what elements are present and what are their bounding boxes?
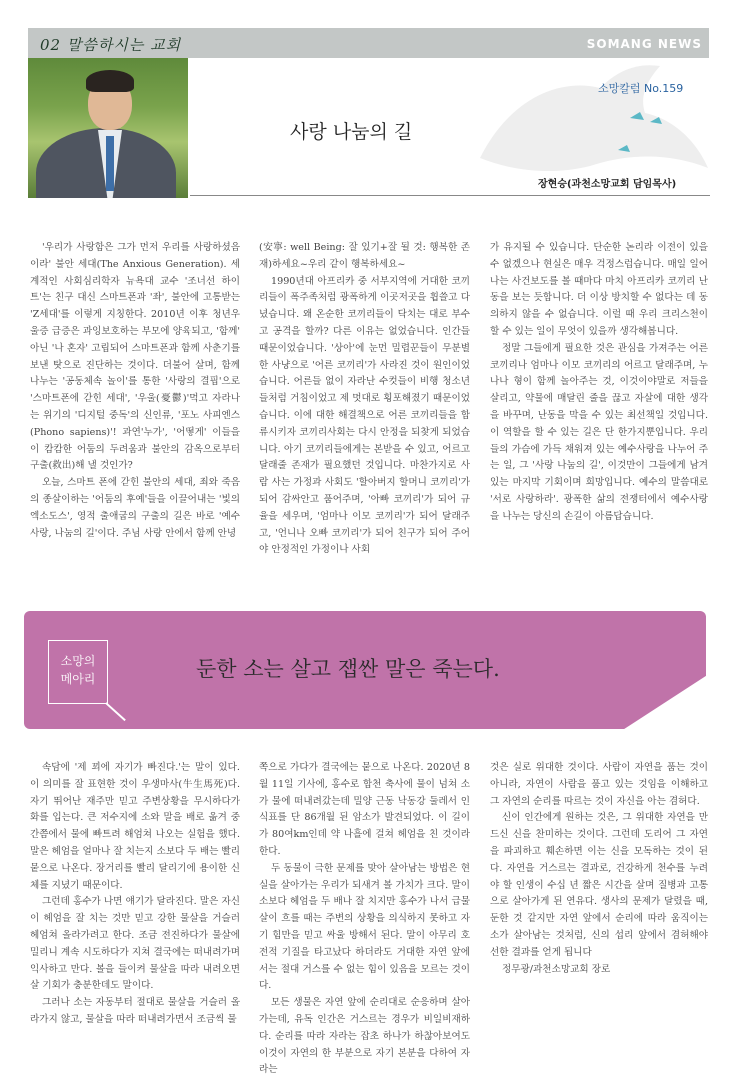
paragraph: 그러나 소는 자동부터 절대로 물살을 거슬러 올라가지 않고, 물살을 따라 떠내려가면서 조금씩 물	[30, 997, 240, 1025]
divider	[190, 195, 710, 196]
paragraph: 모든 생물은 자연 앞에 순리대로 순응하며 살아가는데, 유독 인간은 거스르는 경우가 비일비재하다. 순리를 따라 자라는 잡초 하나가 하찮아보여도 이것이 자연의 한 부분으로 자기 본분을 다하여 자라는	[259, 997, 470, 1076]
brand-logo: SOMANG NEWS	[586, 37, 702, 51]
banner-title: 둔한 소는 살고 잽싼 말은 죽는다.	[196, 657, 500, 681]
paragraph: 두 동물이 극한 문제를 맞아 살아남는 방법은 현실을 살아가는 우리가 되새겨 볼 가치가 크다. 말이 소보다 헤엄을 두 배나 잘 치지만 홍수가 나서 급물살이 흐를 때는 주변의 상황을 의식하지 못하고 자기 힘만을 믿고 싸울 방해서 된다. 말이 아무리 호전적 기질을 타고났다 하더라도 거대한 자연 앞에서는 절대 거스를 수 없는 힘이 있음을 모르는 것이다.	[259, 862, 470, 992]
paragraph: '우리가 사랑함은 그가 먼저 우리를 사랑하셨음이라' 불안 세대(The Anxious Generation). 세계적인 사회심리학자 뉴욕대 교수 '조너선 하이트'는 친구 대신 스마트폰과 '좌', 불안에 고통받는 'Z세대'를 이렇게 지칭한다. 2010년 이후 청년우울증 급증은 과잉보호하는 부모에 양육되고, '함께' 아닌 '나 혼자' 고립되어 스마트폰과 함께 사춘기를 보낸 탓으로 진단하는 것이다. 더불어 살며, 함께 나누는 '공동체속 놀이'를 통한 '사랑의 결핍'으로 '스마트폰에 갇힌 세대', '우울(憂鬱)'먹고 자라나는 위기의 '디지털 중독'의 신인류, '포노 사피엔스(Phono sapiens)'! 과연'누가', '어떻게' 이들을 이 캄캄한 어둠의 두려움과 불안의 감옥으로부터 구출(救出)해 낼 것인가?	[30, 242, 240, 472]
paragraph: 신이 인간에게 원하는 것은, 그 위대한 자연을 만드신 신을 찬미하는 것이다. 그런데 도리어 그 자연을 파괴하고 훼손하면 이는 신을 모독하는 것이 된다. 자연을 거스르는 결과로, 건강하게 천수를 누려야 할 인생이 수십 년 짧은 시간을 살며 질병과 고통으로 살아가게 된 연유다. 생사의 문제가 달렸을 때, 둔한 것 같지만 자연 앞에서 순리에 따라 움직이는 소가 살아남는 것처럼, 신의 섭리 앞에서 겸허해야 선한 결과를 얻게 됩니다	[490, 812, 708, 958]
paragraph: 정말 그들에게 필요한 것은 관심을 가져주는 어른 코끼리나 엄마나 이모 코끼리의 어르고 달래주며, 누나나 형이 함께 놀아주는 것, 이것이야말로 저들을 살리고, 약물에 매달린 줄을 끊고 자살에 대한 생각을 바꾸며, 난동을 막을 수 있는 최선책일 것입니다. 이 역할을 할 수 있는 길은 단 한가지뿐입니다. 우리들의 가슴에 가득 채워져 있는 예수사랑을 나누어 주는 일, 그 '사랑 나눔의 길', 이것만이 그들에게 남겨있는 마지막 기회이며 희망입니다. 예수의 말씀대로 '서로 사랑하라'. 광폭한 삶의 전쟁터에서 예수사랑을 나누는 당신의 손길이 아름답습니다.	[490, 342, 708, 522]
paragraph: 가 유지될 수 있습니다. 단순한 논리라 이전이 있을 수 없겠으나 현실은 매우 걱정스럽습니다. 매일 일어나는 사건보도를 볼 때마다 마치 아프리카 코끼리 난동을 보는 듯합니다. 더 이상 방치할 수 없다는 데 동의하지 않을 수 없습니다. 이럴 때 우리 크리스천이 할 수 있는 일이 무엇이 있을까 생각해봅니다.	[490, 242, 708, 337]
section-label: 02 말씀하시는 교회	[40, 36, 182, 54]
article-title: 사랑 나눔의 길	[290, 121, 413, 143]
paragraph: 1990년대 아프리카 중 서부지역에 거대한 코끼리들이 폭주족처럼 광폭하게 이곳저곳을 휩쓸고 다녔습니다. 왜 온순한 코끼리들이 닥치는 대로 부수고 공격을 할까? 다른 이유는 없었습니다. 인간들 때문이었습니다. '상아'에 눈먼 밀렵꾼들이 무분별한 사냥으로 '어른 코끼리'가 사라진 것이 원인이었습니다. 어른들 없이 자라난 수컷들이 비행 청소년들처럼 거침이었고 제 멋대로 횡포해졌기 때문이었습니다. 이에 대한 해결책으로 어른 코끼리들을 합류시키자 코끼리사회는 다시 안정을 되찾게 되었습니다. 아기 코끼리들에게는 본받을 수 있고, 어르고 달래줄 존재가 필요했던 것입니다. 마찬가지로 사람 사는 가정과 사회도 '할아버지 할머니 코끼리'가 되어 감싸안고 품어주며, '아빠 코끼리'가 되어 규율을 세우며, '엄마나 이모 코끼리'가 되어 달래주고, '언니나 오빠 코끼리'가 되어 친구가 되어 주어야 안정적인 가정이나 사회	[259, 275, 470, 556]
author-photo	[28, 58, 188, 198]
article2-column-2	[259, 760, 470, 1079]
article2-byline: 정무광/과천소망교회 장로	[502, 963, 611, 975]
article1-column-1	[30, 240, 240, 542]
article2-column-1	[30, 760, 240, 1029]
article2-column-3	[490, 760, 708, 978]
dove-illustration	[470, 58, 710, 178]
article1-column-3	[490, 240, 708, 526]
banner-tag: 소망의 메아리	[60, 654, 96, 686]
paragraph: 속담에 '제 꾀에 자기가 빠진다.'는 말이 있다. 이 의미를 잘 표현한 것이 우생마사(牛生馬死)다. 자기 뛰어난 재주만 믿고 주변상황을 무시하다가 화를 입는다. 큰 저수지에 소와 말을 배로 옮겨 중간쯤에서 물에 빠트려 해엄쳐 나오는 실험을 했다. 말은 헤엄을 얼마나 잘 치는지 소보다 두 배는 빨리 뭍으로 나온다. 장거리를 빨리 달리기에 용이한 신체를 지녔기 때문이다.	[30, 762, 240, 891]
column-number: 소망칼럼 No.159	[598, 82, 684, 95]
paragraph: 그런데 홍수가 나면 얘기가 달라진다. 말은 자신이 헤엄을 잘 치는 것만 믿고 강한 물살을 거슬러 헤엄쳐 올라가려고 한다. 조금 전진하다가 물살에 밀리니 계속 시도하다가 지쳐 결국에는 떠내려가며 익사하고 만다. 볼을 들이켜 물살을 따라 내려오면 살 기회가 충분한데도 말이다.	[30, 896, 240, 992]
paragraph: 오늘, 스마트 폰에 갇힌 불안의 세대, 죄와 죽음의 종살이하는 '어둠의 후예'들을 이끌어내는 '빛의 엑소도스', 영적 출애굽의 구출의 길은 바로 '예수 사랑, 나눔의 길'이다. 주님 사랑 안에서 함께 안녕	[30, 477, 240, 539]
paragraph: 것은 실로 위대한 것이다. 사람이 자연을 품는 것이 아니라, 자연이 사람을 품고 있는 것임을 이해하고 그 자연의 순리를 따르는 것이 자신을 아는 겸허다.	[490, 762, 708, 807]
article-author: 장현승(과천소망교회 담임목사)	[538, 179, 677, 190]
article1-column-2	[259, 240, 470, 559]
paragraph: (安寧: well Being: 잘 있기+잘 될 것: 행복한 존재)하세요~우리 같이 행복하세요~	[259, 242, 470, 270]
paragraph: 쪽으로 가다가 결국에는 뭍으로 나온다. 2020년 8월 11일 기사에, 홍수로 합천 축사에 물이 넘쳐 소가 물에 떠내려갔는데 밀양 근동 낙동강 둘레서 인식표를 단 86개월 된 암소가 발견되었다. 이 길이가 80여km인데 약 나흘에 걸쳐 헤엄을 친 것이라 한다.	[259, 762, 470, 857]
